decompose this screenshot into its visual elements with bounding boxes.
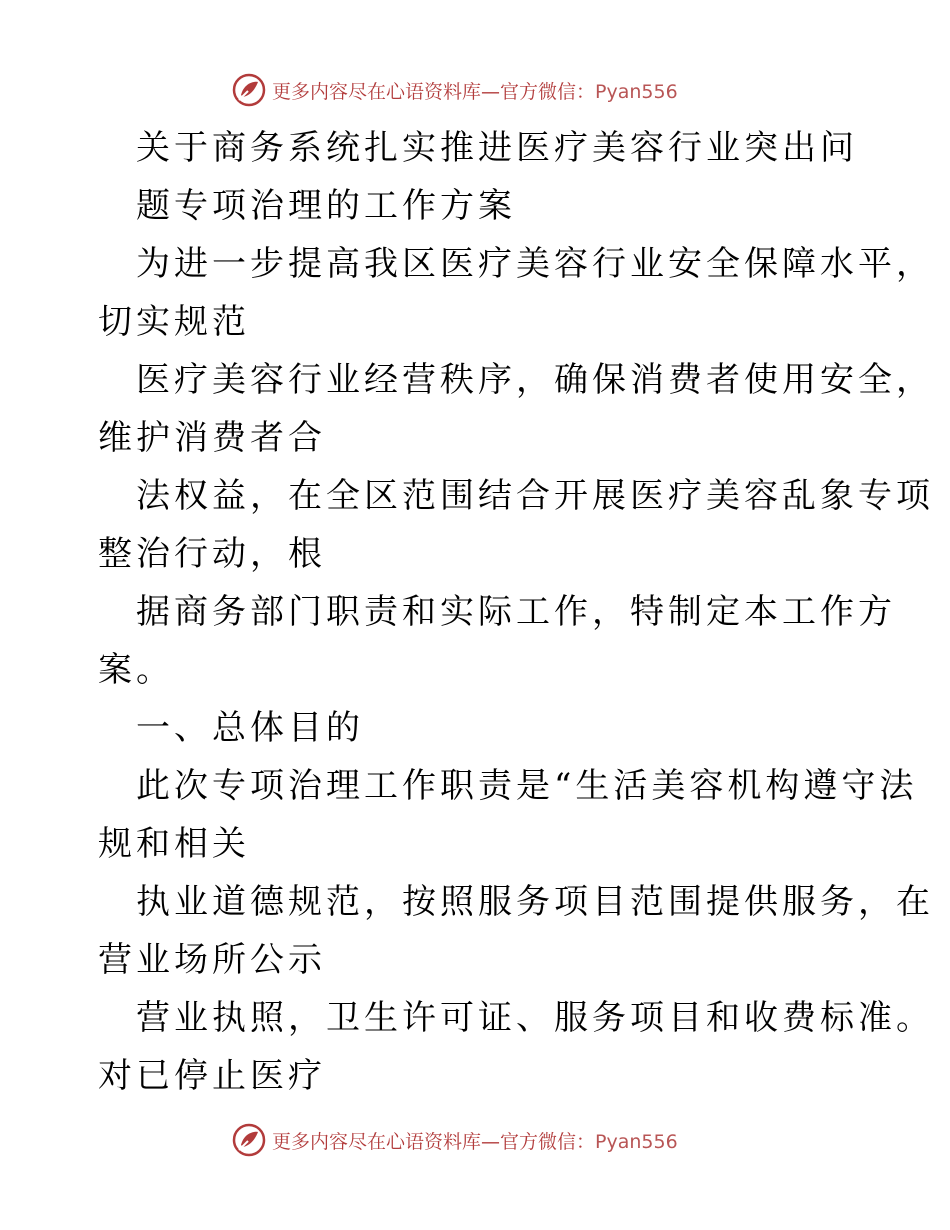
paragraph-line: 执业道德规范，按照服务项目范围提供服务，在 xyxy=(136,882,934,922)
watermark-id: Pyan556 xyxy=(595,1130,678,1153)
header-watermark xyxy=(232,72,752,108)
title-line-2: 题专项治理的工作方案 xyxy=(136,186,516,226)
paragraph-line: 营业场所公示 xyxy=(98,940,326,980)
paragraph-line: 医疗美容行业经营秩序，确保消费者使用安全， xyxy=(136,360,934,400)
paragraph-line: 对已停止医疗 xyxy=(98,1056,326,1096)
paragraph-line: 法权益，在全区范围结合开展医疗美容乱象专项 xyxy=(136,476,934,516)
paragraph-line: 规和相关 xyxy=(98,824,250,864)
watermark-main-text: 更多内容尽在心语资料库—官方微信： xyxy=(272,80,596,103)
paragraph-line: 维护消费者合 xyxy=(98,418,326,458)
leaf-emblem-icon xyxy=(232,73,266,107)
paragraph-line: 营业执照，卫生许可证、服务项目和收费标准。 xyxy=(136,998,934,1038)
paragraph-line: 此次专项治理工作职责是“生活美容机构遵守法 xyxy=(136,766,918,806)
watermark-main-text: 更多内容尽在心语资料库—官方微信： xyxy=(272,1130,596,1153)
paragraph-line: 切实规范 xyxy=(98,302,250,342)
watermark-text xyxy=(272,77,678,104)
paragraph-line: 为进一步提高我区医疗美容行业安全保障水平， xyxy=(136,244,934,284)
paragraph-line: 据商务部门职责和实际工作，特制定本工作方 xyxy=(136,592,896,632)
watermark-id: Pyan556 xyxy=(595,80,678,103)
paragraph-line: 整治行动，根 xyxy=(98,534,326,574)
paragraph-line: 案。 xyxy=(98,650,174,690)
watermark-text xyxy=(272,1127,678,1154)
title-line-1: 关于商务系统扎实推进医疗美容行业突出问 xyxy=(136,128,858,168)
footer-watermark xyxy=(232,1122,752,1158)
section-heading: 一、总体目的 xyxy=(136,708,364,748)
leaf-emblem-icon xyxy=(232,1123,266,1157)
